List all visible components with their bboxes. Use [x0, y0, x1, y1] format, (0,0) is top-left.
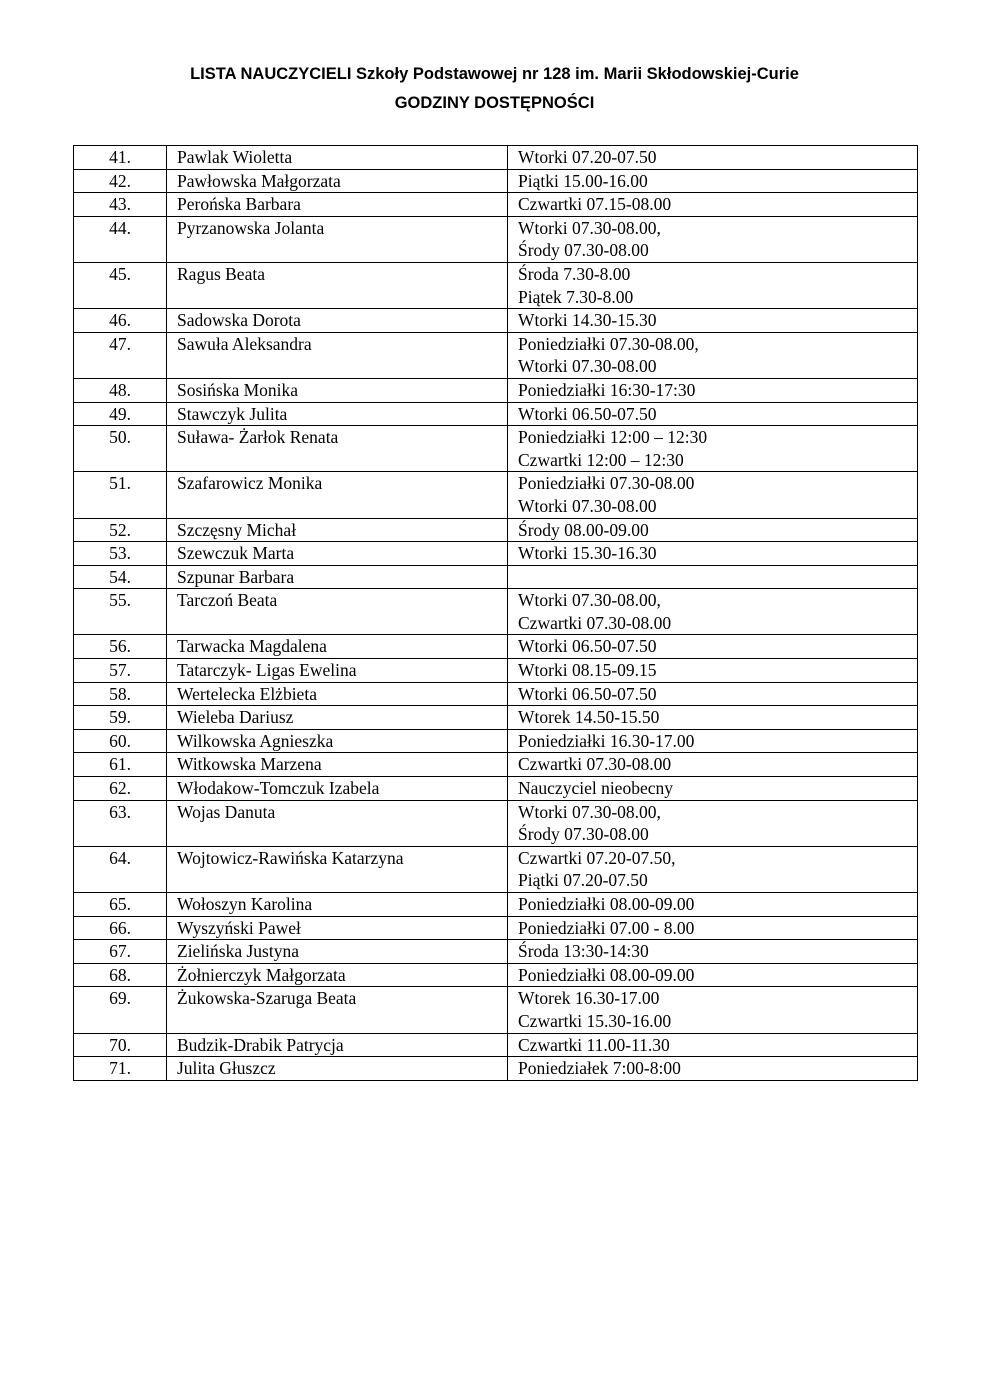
hours-line: Poniedziałki 07.00 - 8.00	[518, 917, 695, 938]
teacher-name: Wertelecka Elżbieta	[167, 682, 508, 706]
table-row	[74, 893, 918, 917]
table-row	[74, 753, 918, 777]
table-row	[74, 777, 918, 801]
table-row	[74, 589, 918, 635]
availability-hours	[508, 402, 918, 426]
table-row	[74, 332, 918, 378]
teacher-name: Zielińska Justyna	[167, 940, 508, 964]
hours-line: Poniedziałki 08.00-09.00	[518, 894, 695, 914]
teacher-number: 65.	[74, 893, 167, 917]
availability-hours	[508, 659, 918, 683]
teacher-number: 54.	[74, 565, 167, 589]
teacher-number: 56.	[74, 635, 167, 659]
availability-hours	[508, 682, 918, 706]
table-row	[74, 682, 918, 706]
teacher-number: 43.	[74, 193, 167, 217]
availability-hours	[508, 309, 918, 333]
hours-line: Wtorki 06.50-07.50	[518, 403, 657, 424]
table-row	[74, 1057, 918, 1081]
availability-hours	[508, 1033, 918, 1057]
teacher-name: Wilkowska Agnieszka	[167, 729, 508, 753]
availability-hours	[508, 565, 918, 589]
availability-hours	[508, 753, 918, 777]
teacher-name: Pyrzanowska Jolanta	[167, 216, 508, 262]
availability-hours	[508, 846, 918, 892]
table-row	[74, 402, 918, 426]
availability-hours	[508, 893, 918, 917]
teacher-number: 41.	[74, 146, 167, 170]
document-subtitle: GODZINY DOSTĘPNOŚCI	[394, 94, 595, 112]
hours-line: Wtorki 07.30-08.00	[518, 495, 657, 516]
hours-line: Poniedziałki 07.30-08.00	[518, 473, 695, 494]
teacher-name: Tarczoń Beata	[167, 589, 508, 635]
availability-hours	[508, 800, 918, 846]
teacher-name: Wojtowicz-Rawińska Katarzyna	[167, 846, 508, 892]
table-row	[74, 1033, 918, 1057]
table-row	[74, 916, 918, 940]
availability-hours	[508, 518, 918, 542]
teacher-name: Suława- Żarłok Renata	[167, 426, 508, 472]
teacher-name: Sadowska Dorota	[167, 309, 508, 333]
hours-line: Piątki 07.20-07.50	[518, 870, 648, 891]
table-row	[74, 309, 918, 333]
availability-hours	[508, 216, 918, 262]
teacher-number: 52.	[74, 518, 167, 542]
teacher-number: 45.	[74, 262, 167, 308]
teacher-name: Żukowska-Szaruga Beata	[167, 987, 508, 1033]
hours-line: Czwartki 07.30-08.00	[518, 612, 672, 633]
availability-hours	[508, 426, 918, 472]
hours-line: Piątek 7.30-8.00	[518, 286, 634, 307]
hours-line: Wtorki 06.50-07.50	[518, 683, 657, 704]
hours-line: Poniedziałki 16:30-17:30	[518, 379, 696, 400]
teacher-name: Szpunar Barbara	[167, 565, 508, 589]
table-row	[74, 262, 918, 308]
teacher-number: 71.	[74, 1057, 167, 1081]
teacher-number: 47.	[74, 332, 167, 378]
table-row	[74, 193, 918, 217]
teacher-name: Perońska Barbara	[167, 193, 508, 217]
hours-line: Poniedziałek 7:00-8:00	[518, 1058, 681, 1079]
teacher-name: Wojas Danuta	[167, 800, 508, 846]
teacher-rows	[74, 146, 918, 1081]
hours-line: Wtorki 07.30-08.00	[518, 356, 657, 377]
hours-line: Poniedziałki 12:00 – 12:30	[518, 427, 708, 448]
teacher-number: 60.	[74, 729, 167, 753]
hours-line: Czwartki 07.15-08.00	[518, 194, 672, 215]
hours-line: Czwartki 15.30-16.00	[518, 1010, 672, 1031]
teacher-number: 70.	[74, 1033, 167, 1057]
availability-hours	[508, 146, 918, 170]
hours-line: Wtorek 16.30-17.00	[518, 988, 660, 1009]
teacher-number: 49.	[74, 402, 167, 426]
teacher-number: 63.	[74, 800, 167, 846]
teacher-number: 59.	[74, 706, 167, 730]
hours-line: Czwartki 12:00 – 12:30	[518, 449, 684, 470]
table-row	[74, 472, 918, 518]
table-row	[74, 378, 918, 402]
teacher-number: 66.	[74, 916, 167, 940]
table-row	[74, 963, 918, 987]
teacher-number: 44.	[74, 216, 167, 262]
teacher-name: Pawlak Wioletta	[167, 146, 508, 170]
hours-line: Wtorki 07.20-07.50	[518, 147, 657, 167]
hours-line: Czwartki 07.30-08.00	[518, 754, 672, 775]
table-row	[74, 846, 918, 892]
teacher-number: 62.	[74, 777, 167, 801]
teacher-name: Sosińska Monika	[167, 378, 508, 402]
teacher-number: 55.	[74, 589, 167, 635]
teacher-number: 48.	[74, 378, 167, 402]
table-row	[74, 565, 918, 589]
hours-line: Poniedziałki 16.30-17.00	[518, 730, 695, 751]
availability-hours	[508, 589, 918, 635]
teacher-name: Witkowska Marzena	[167, 753, 508, 777]
teacher-number: 67.	[74, 940, 167, 964]
teacher-name: Ragus Beata	[167, 262, 508, 308]
hours-line: Środa 7.30-8.00	[518, 263, 631, 284]
teacher-name: Szafarowicz Monika	[167, 472, 508, 518]
table-row	[74, 659, 918, 683]
document-title: LISTA NAUCZYCIELI Szkoły Podstawowej nr 128 im. Marii Skłodowskiej-Curie	[190, 65, 799, 83]
teacher-name: Szczęsny Michał	[167, 518, 508, 542]
availability-hours	[508, 963, 918, 987]
availability-hours	[508, 262, 918, 308]
availability-hours	[508, 472, 918, 518]
hours-line: Poniedziałki 07.30-08.00,	[518, 333, 699, 354]
availability-hours	[508, 777, 918, 801]
availability-hours	[508, 706, 918, 730]
teacher-name: Tarwacka Magdalena	[167, 635, 508, 659]
teacher-name: Żołnierczyk Małgorzata	[167, 963, 508, 987]
teacher-number: 58.	[74, 682, 167, 706]
teacher-name: Julita Głuszcz	[167, 1057, 508, 1081]
teacher-name: Tatarczyk- Ligas Ewelina	[167, 659, 508, 683]
availability-hours	[508, 729, 918, 753]
availability-hours	[508, 940, 918, 964]
availability-hours	[508, 1057, 918, 1081]
hours-line: Poniedziałki 08.00-09.00	[518, 964, 695, 985]
hours-line: Środy 07.30-08.00	[518, 824, 649, 845]
table-row	[74, 518, 918, 542]
hours-line: Wtorki 14.30-15.30	[518, 310, 657, 331]
hours-line: Wtorki 15.30-16.30	[518, 543, 657, 564]
table-row	[74, 729, 918, 753]
teacher-number: 64.	[74, 846, 167, 892]
availability-hours	[508, 193, 918, 217]
teacher-name: Stawczyk Julita	[167, 402, 508, 426]
teacher-name: Wyszyński Paweł	[167, 916, 508, 940]
teacher-number: 51.	[74, 472, 167, 518]
hours-line: Czwartki 07.20-07.50,	[518, 847, 676, 868]
teacher-availability-table	[73, 145, 918, 1081]
hours-line: Wtorki 06.50-07.50	[518, 636, 657, 657]
hours-line: Środa 13:30-14:30	[518, 941, 649, 962]
hours-line: Wtorki 08.15-09.15	[518, 660, 657, 681]
hours-line: Wtorek 14.50-15.50	[518, 707, 660, 728]
table-row	[74, 146, 918, 170]
table-row	[74, 706, 918, 730]
teacher-number: 68.	[74, 963, 167, 987]
table-row	[74, 940, 918, 964]
hours-line: Środy 08.00-09.00	[518, 519, 649, 540]
teacher-number: 50.	[74, 426, 167, 472]
hours-line: Wtorki 07.30-08.00,	[518, 217, 661, 238]
hours-line: Wtorki 07.30-08.00,	[518, 801, 661, 822]
hours-line: Czwartki 11.00-11.30	[518, 1034, 670, 1055]
teacher-number: 42.	[74, 169, 167, 193]
teacher-name: Sawuła Aleksandra	[167, 332, 508, 378]
hours-line: Środy 07.30-08.00	[518, 240, 649, 261]
hours-line: Nauczyciel nieobecny	[518, 778, 673, 799]
teacher-name: Wieleba Dariusz	[167, 706, 508, 730]
table-row	[74, 169, 918, 193]
teacher-number: 57.	[74, 659, 167, 683]
teacher-number: 61.	[74, 753, 167, 777]
teacher-number: 69.	[74, 987, 167, 1033]
table-row	[74, 635, 918, 659]
hours-line: Piątki 15.00-16.00	[518, 170, 648, 191]
teacher-name: Włodakow-Tomczuk Izabela	[167, 777, 508, 801]
availability-hours	[508, 635, 918, 659]
teacher-name: Szewczuk Marta	[167, 542, 508, 566]
availability-hours	[508, 916, 918, 940]
availability-hours	[508, 542, 918, 566]
table-row	[74, 426, 918, 472]
teacher-name: Wołoszyn Karolina	[167, 893, 508, 917]
table-row	[74, 800, 918, 846]
table-row	[74, 216, 918, 262]
teacher-number: 46.	[74, 309, 167, 333]
hours-line-empty	[518, 566, 917, 589]
availability-hours	[508, 169, 918, 193]
hours-line: Wtorki 07.30-08.00,	[518, 590, 661, 611]
availability-hours	[508, 332, 918, 378]
table-row	[74, 987, 918, 1033]
teacher-name: Pawłowska Małgorzata	[167, 169, 508, 193]
availability-hours	[508, 987, 918, 1033]
table-row	[74, 542, 918, 566]
teacher-number: 53.	[74, 542, 167, 566]
teacher-name: Budzik-Drabik Patrycja	[167, 1033, 508, 1057]
availability-hours	[508, 378, 918, 402]
